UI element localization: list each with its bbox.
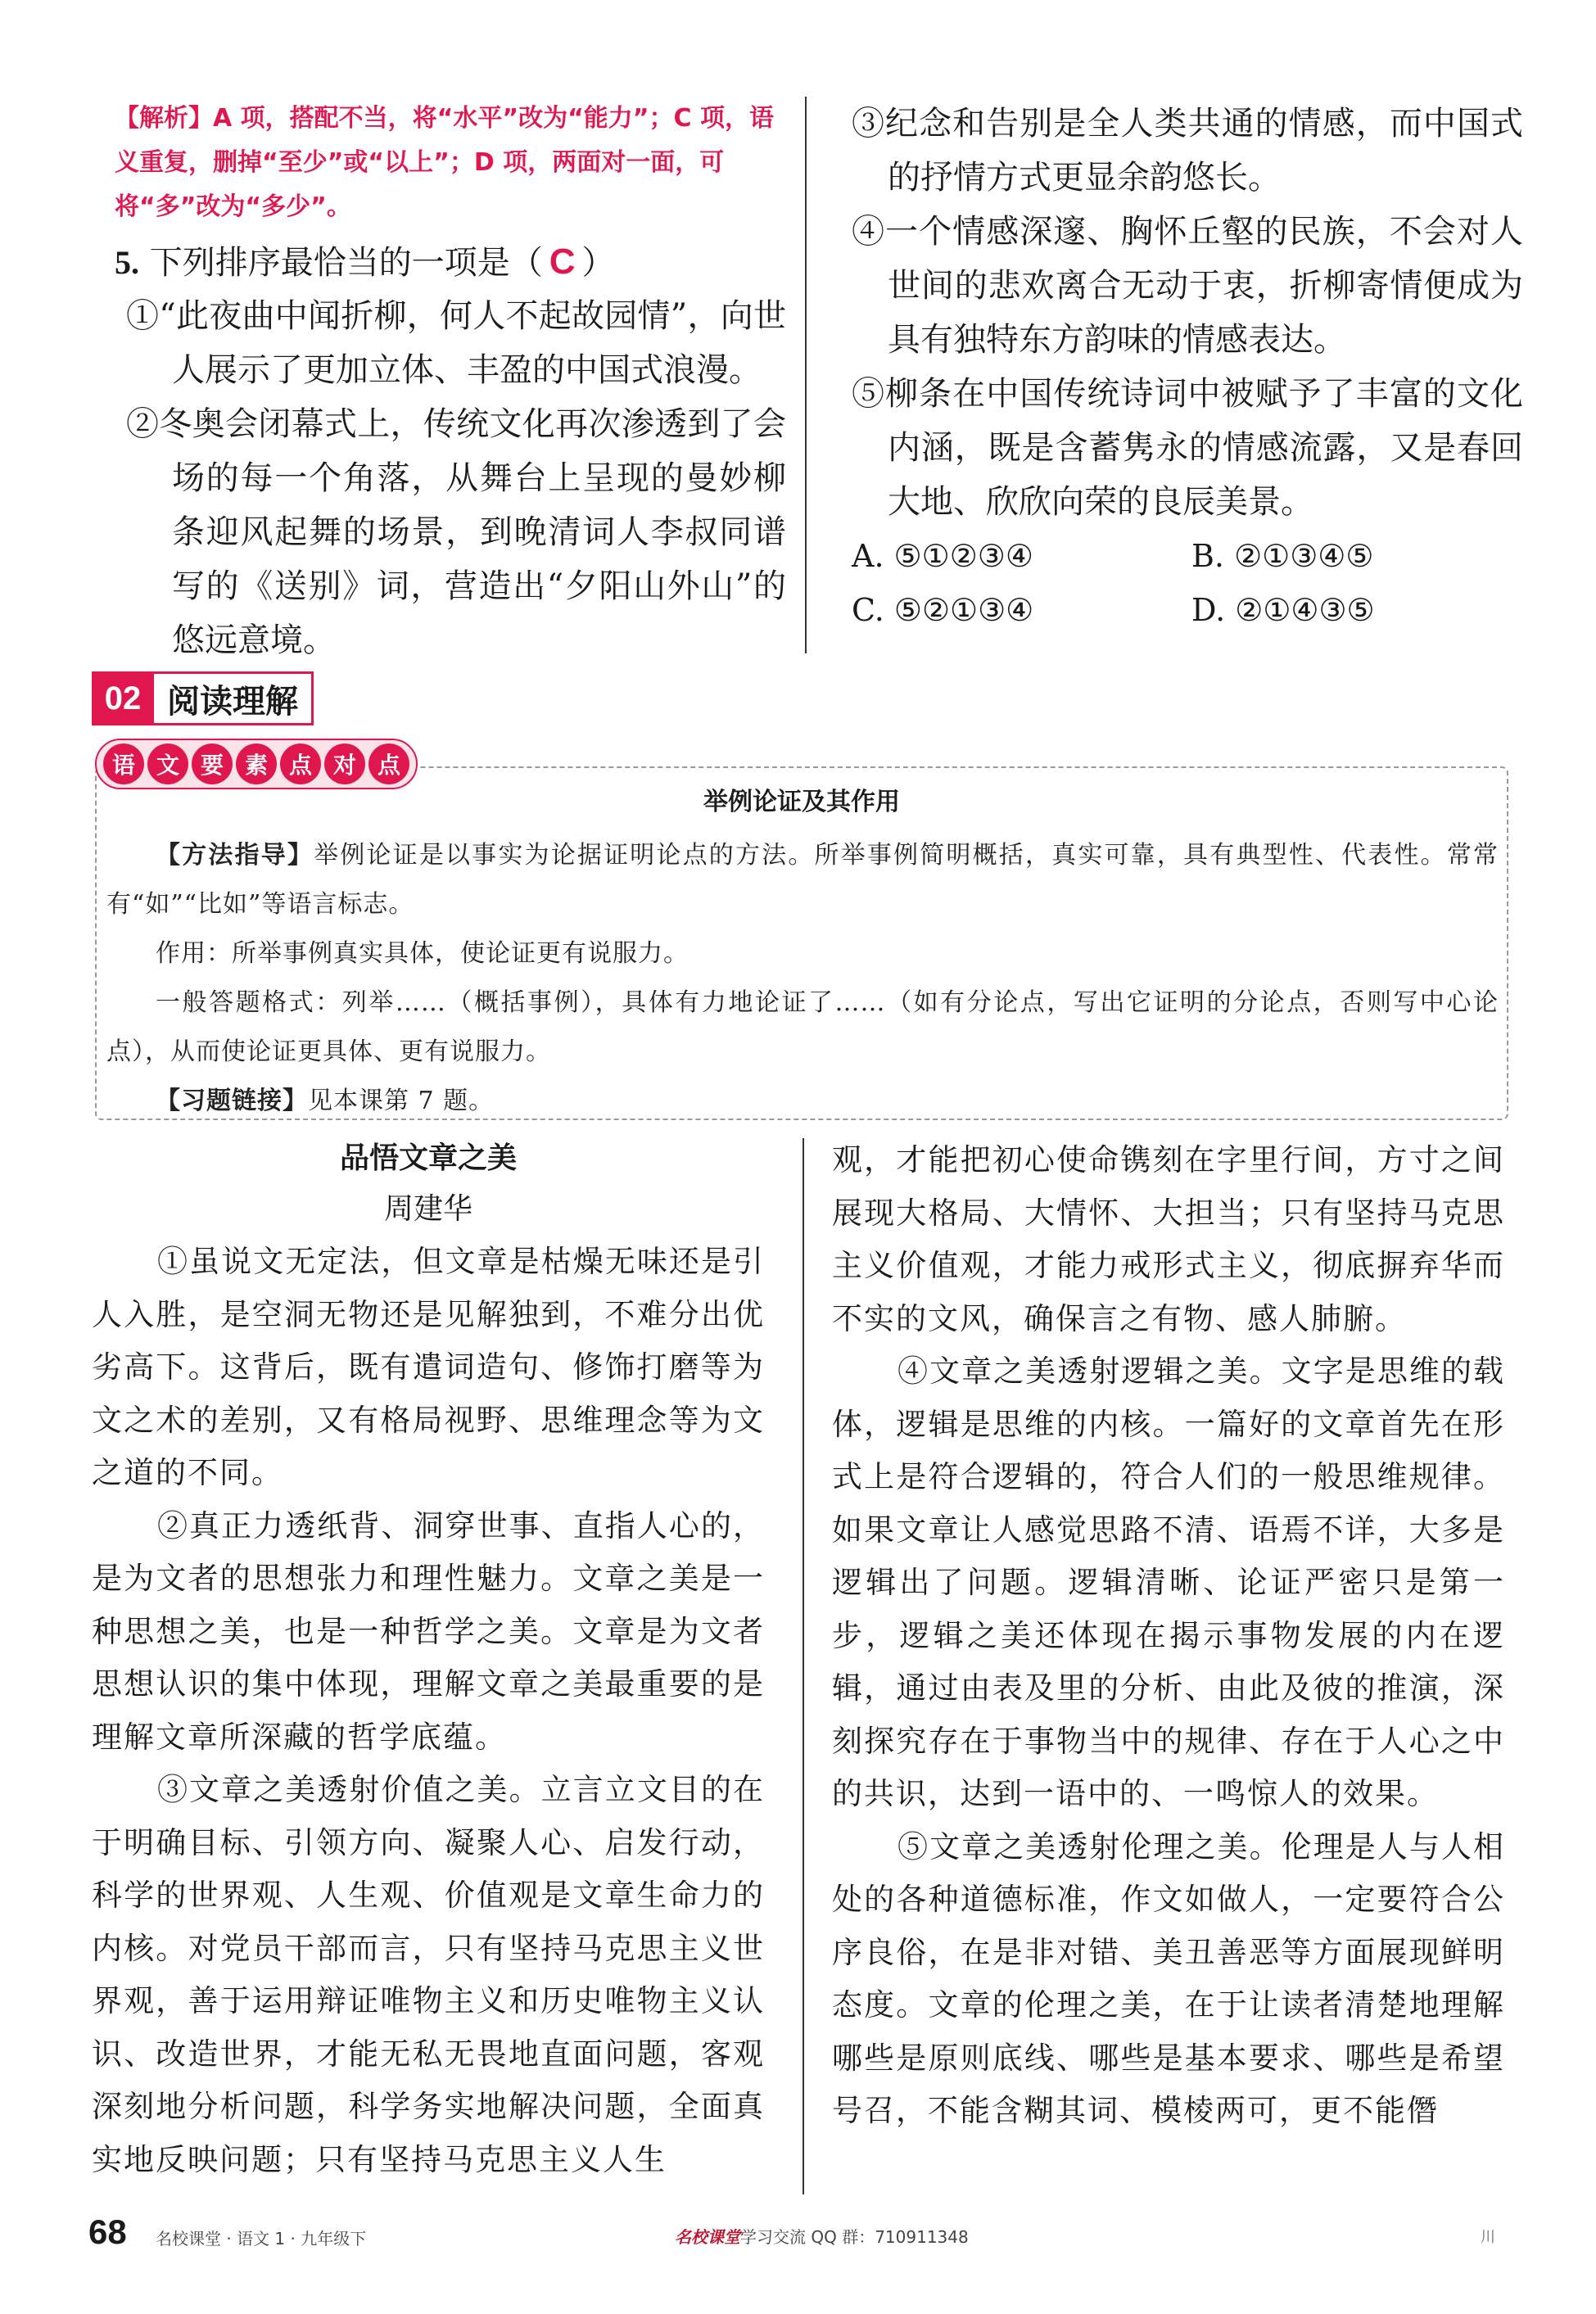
qq-group-text: 学习交流 QQ 群：710911348 [740,2227,969,2247]
badge-char: 要 [192,743,233,784]
method-guide [106,831,1499,929]
section-number: 02 [92,671,154,725]
option-a: A. ⑤①②③④ [852,538,1033,574]
question-5-left-column [115,97,786,667]
question-number: 5. [115,244,139,281]
method-label: 【方法指导】 [156,841,314,870]
badge-char: 文 [147,743,188,784]
book-info: 名校课堂 · 语文 1 · 九年级下 [156,2229,367,2248]
section-header [92,671,314,725]
option-b: B. ②①③④⑤ [1191,538,1374,574]
answer-mark: C [549,242,576,282]
article-paragraph-2: ②真正力透纸背、洞穿世事、直指人心的，是为文者的思想张力和理性魅力。文章之美是一种思想之美，也是一种哲学之美。文章是为文者思想认识的集中体现，理解文章之美最重要的是理解文章所深藏的哲学底蕴。 [92,1507,765,1755]
badge-char: 点 [368,743,409,784]
knowledge-title: 举例论证及其作用 [703,788,900,816]
column-divider [805,97,807,653]
analysis-text: 【解析】A 项，搭配不当，将“水平”改为“能力”；C 项，语义重复，删掉“至少”或“以上”；D 项，两面对一面，可将“多”改为“多少”。 [115,104,774,221]
article-right-column [832,1134,1505,2138]
option-d: D. ②①④③⑤ [1191,592,1375,628]
badge-char: 语 [103,743,144,784]
question-5-right-column [852,97,1523,637]
option-c: C. ⑤②①③④ [852,592,1034,628]
question-stem-before: 下列排序最恰当的一项是（ [149,244,543,282]
page-number: 68 [88,2212,127,2251]
sentence-item-5: ⑤柳条在中国传统诗词中被赋予了丰富的文化内涵，既是含蓄隽永的情感流露，又是春回大地、欣欣向荣的良辰美景。 [852,375,1523,521]
sentence-item-2: ②冬奥会闭幕式上，传统文化再次渗透到了会场的每一个角落，从舞台上呈现的曼妙柳条迎风起舞的场景，到晚清词人李叔同谱写的《送别》词，营造出“夕阳山外山”的悠远意境。 [126,405,786,659]
section-title: 阅读理解 [154,671,314,725]
effect-text: 作用：所举事例真实具体，使论证更有说服力。 [156,939,689,968]
article-title: 品悟文章之美 [339,1141,517,1175]
article-paragraph-3-continued: 观，才能把初心使命镌刻在字里行间，方寸之间展现大格局、大情怀、大担当；只有坚持马克思主义价值观，才能力戒形式主义，彻底摒弃华而不实的文风，确保言之有物、感人肺腑。 [832,1142,1505,1336]
qq-group-info [675,2224,969,2248]
question-5-stem [115,236,786,289]
answer-format-text: 一般答题格式：列举……（概括事例），具体有力地论证了……（如有分论点，写出它证明的分论点，否则写中心论点），从而使论证更具体、更有说服力。 [106,988,1499,1066]
link-text: 见本课第 7 题。 [308,1087,495,1115]
exercise-link [106,1077,1499,1126]
region-code: 川 [1481,2229,1495,2246]
badge-char: 对 [324,743,365,784]
sentence-item-1: ①“此夜曲中闻折柳，何人不起故园情”，向世人展示了更加立体、丰盈的中国式浪漫。 [126,297,786,389]
article-paragraph-3: ③文章之美透射价值之美。立言立文目的在于明确目标、引领方向、凝聚人心、启发行动，科学的世界观、人生观、价值观是文章生命力的内核。对党员干部而言，只有坚持马克思主义世界观，善于运用辩证唯物主义和历史唯物主义认识、改造世界，才能无私无畏地直面问题，客观深刻地分析问题，科学务实地解决问题，全面真实地反映问题；只有坚持马克思主义人生 [92,1772,765,2177]
article-paragraph-1: ①虽说文无定法，但文章是枯燥无味还是引人入胜，是空洞无物还是见解独到，不难分出优劣高下。这背后，既有遣词造句、修饰打磨等为文之术的差别，又有格局视野、思维理念等为文之道的不同。 [92,1244,765,1490]
link-label: 【习题链接】 [156,1087,308,1115]
method-text: 举例论证是以事实为论据证明论点的方法。所举事例简明概括，真实可靠，具有典型性、代表性。常常有“如”“比如”等语言标志。 [106,841,1499,919]
article-left-column [92,1134,765,2186]
article-paragraph-4: ④文章之美透射逻辑之美。文字是思维的载体，逻辑是思维的内核。一篇好的文章首先在形式上是符合逻辑的，符合人们的一般思维规律。如果文章让人感觉思路不清、语焉不详，大多是逻辑出了问题。逻辑清晰、论证严密只是第一步，逻辑之美还体现在揭示事物发展的内在逻辑，通过由表及里的分析、由此及彼的推演，深刻探究存在于事物当中的规律、存在于人心之中的共识，达到一语中的、一鸣惊人的效果。 [832,1354,1505,1811]
knowledge-body [106,831,1499,1126]
question-stem-after: ） [581,244,615,282]
article-paragraph-5: ⑤文章之美透射伦理之美。伦理是人与人相处的各种道德标准，作文如做人，一定要符合公序良俗，在是非对错、美丑善恶等方面展现鲜明态度。文章的伦理之美，在于让读者清楚地理解哪些是原则底线、哪些是基本要求、哪些是希望号召，不能含糊其词、模棱两可，更不能僭 [832,1828,1505,2128]
badge-char: 素 [236,743,277,784]
article-column-divider [803,1138,804,2194]
article-author: 周建华 [383,1192,472,1226]
sentence-item-3: ③纪念和告别是全人类共通的情感，而中国式的抒情方式更显余韵悠长。 [852,105,1523,197]
brand-logo: 名校课堂 [675,2227,740,2247]
badge-char: 点 [280,743,321,784]
answer-options [852,529,1523,637]
sentence-item-4: ④一个情感深邃、胸怀丘壑的民族，不会对人世间的悲欢离合无动于衷，折柳寄情便成为具有独特东方韵味的情感表达。 [852,213,1523,359]
